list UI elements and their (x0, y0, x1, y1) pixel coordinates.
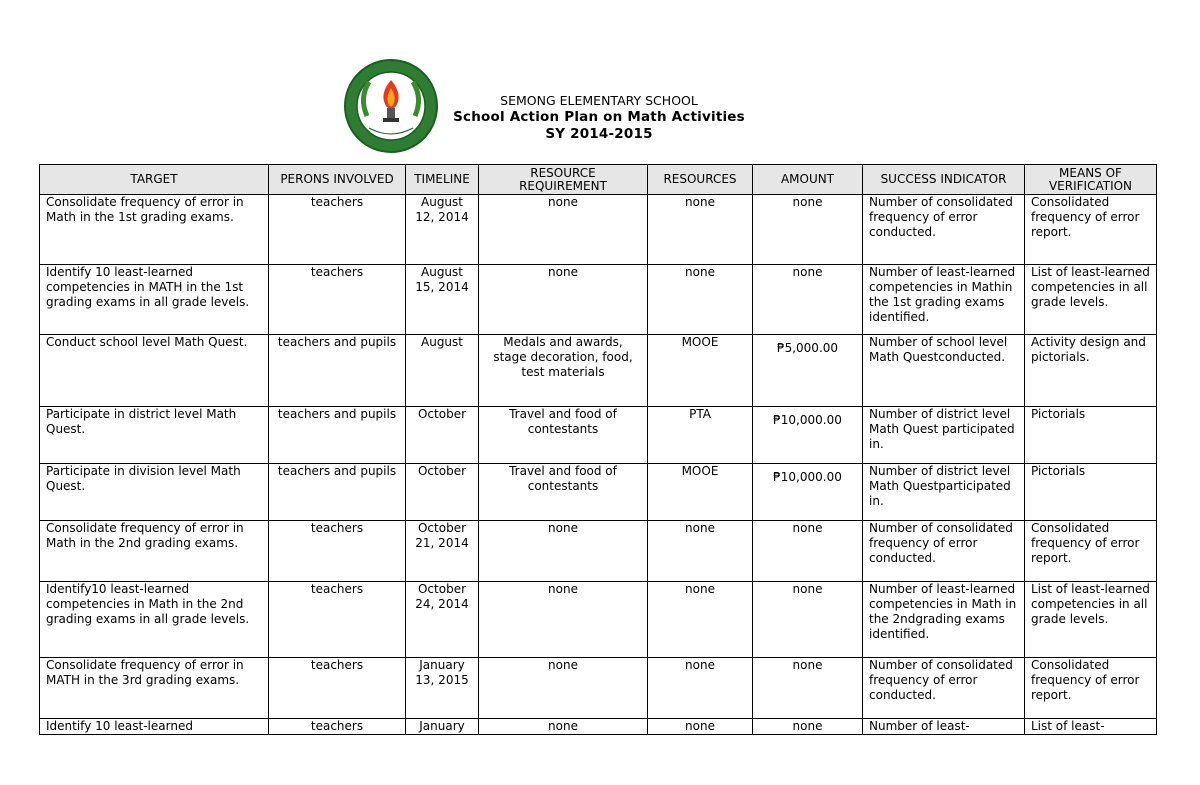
requirement-cell: none (479, 265, 648, 335)
resources-cell: none (648, 195, 753, 265)
requirement-cell: none (479, 195, 648, 265)
indicator-cell: Number of district level Math Quest participated in. (863, 407, 1025, 464)
requirement-cell: none (479, 521, 648, 582)
timeline-cell: October (406, 464, 479, 521)
timeline-cell: August 12, 2014 (406, 195, 479, 265)
verification-cell: List of least-learned competencies in all grade levels. (1025, 265, 1157, 335)
target-cell: Participate in division level Math Quest. (40, 464, 269, 521)
col-indicator-header: SUCCESS INDICATOR (863, 165, 1025, 195)
requirement-cell: none (479, 582, 648, 658)
timeline-cell: August (406, 335, 479, 407)
persons-cell: teachers and pupils (269, 407, 406, 464)
verification-cell: Consolidated frequency of error report. (1025, 658, 1157, 719)
amount-value: ₱10,000.00 (773, 413, 842, 427)
verification-cell: Activity design and pictorials. (1025, 335, 1157, 407)
target-cell: Consolidate frequency of error in Math in the 1st grading exams. (40, 195, 269, 265)
table-row (40, 195, 1157, 265)
indicator-cell: Number of least-learned competencies in Mathin the 1st grading exams identified. (863, 265, 1025, 335)
amount-cell (753, 464, 863, 521)
indicator-cell: Number of least-learned competencies in Math in the 2ndgrading exams identified. (863, 582, 1025, 658)
persons-cell: teachers (269, 521, 406, 582)
timeline-cell: October (406, 407, 479, 464)
verification-cell: List of least-learned competencies in all grade levels. (1025, 582, 1157, 658)
table-row (40, 265, 1157, 335)
col-resources-header: RESOURCES (648, 165, 753, 195)
table-row (40, 464, 1157, 521)
amount-cell: none (753, 265, 863, 335)
table-row (40, 521, 1157, 582)
table-row (40, 582, 1157, 658)
action-plan-table (39, 164, 1157, 735)
school-name: SEMONG ELEMENTARY SCHOOL (500, 93, 698, 108)
resources-cell: none (648, 265, 753, 335)
resources-cell: MOOE (648, 464, 753, 521)
verification-cell: Pictorials (1025, 464, 1157, 521)
col-verification-header: MEANS OF VERIFICATION (1025, 165, 1157, 195)
persons-cell: teachers and pupils (269, 335, 406, 407)
requirement-cell: Travel and food of contestants (479, 407, 648, 464)
persons-cell: teachers (269, 658, 406, 719)
school-logo (339, 58, 443, 154)
col-target-header: TARGET (40, 165, 269, 195)
requirement-cell: none (479, 719, 648, 735)
resources-cell: none (648, 521, 753, 582)
indicator-cell: Number of district level Math Questparticipated in. (863, 464, 1025, 521)
school-year: SY 2014-2015 (545, 126, 653, 142)
timeline-cell: August 15, 2014 (406, 265, 479, 335)
verification-cell: List of least- (1025, 719, 1157, 735)
persons-cell: teachers (269, 265, 406, 335)
table-row (40, 335, 1157, 407)
resources-cell: none (648, 719, 753, 735)
persons-cell: teachers (269, 195, 406, 265)
table-row (40, 658, 1157, 719)
timeline-cell: January (406, 719, 479, 735)
persons-cell: teachers (269, 719, 406, 735)
target-cell: Consolidate frequency of error in MATH in the 3rd grading exams. (40, 658, 269, 719)
col-amount-header: AMOUNT (753, 165, 863, 195)
col-timeline-header: TIMELINE (406, 165, 479, 195)
verification-cell: Consolidated frequency of error report. (1025, 521, 1157, 582)
table-row (40, 407, 1157, 464)
amount-cell: none (753, 582, 863, 658)
target-cell: Participate in district level Math Quest. (40, 407, 269, 464)
amount-value: ₱10,000.00 (773, 470, 842, 484)
target-cell: Identify 10 least-learned (40, 719, 269, 735)
indicator-cell: Number of least- (863, 719, 1025, 735)
target-cell: Consolidate frequency of error in Math in the 2nd grading exams. (40, 521, 269, 582)
amount-cell (753, 407, 863, 464)
verification-cell: Pictorials (1025, 407, 1157, 464)
indicator-cell: Number of consolidated frequency of error conducted. (863, 195, 1025, 265)
indicator-cell: Number of school level Math Questconducted. (863, 335, 1025, 407)
persons-cell: teachers (269, 582, 406, 658)
amount-cell (753, 335, 863, 407)
requirement-cell: Medals and awards, stage decoration, food, test materials (479, 335, 648, 407)
amount-cell: none (753, 521, 863, 582)
persons-cell: teachers and pupils (269, 464, 406, 521)
col-persons-header: PERONS INVOLVED (269, 165, 406, 195)
target-cell: Conduct school level Math Quest. (40, 335, 269, 407)
document-title: School Action Plan on Math Activities (453, 109, 745, 125)
resources-cell: none (648, 582, 753, 658)
resources-cell: PTA (648, 407, 753, 464)
target-cell: Identify 10 least-learned competencies in MATH in the 1st grading exams in all grade levels. (40, 265, 269, 335)
timeline-cell: January 13, 2015 (406, 658, 479, 719)
amount-cell: none (753, 658, 863, 719)
amount-cell: none (753, 195, 863, 265)
timeline-cell: October 24, 2014 (406, 582, 479, 658)
indicator-cell: Number of consolidated frequency of error conducted. (863, 521, 1025, 582)
target-cell: Identify10 least-learned competencies in Math in the 2nd grading exams in all grade levels. (40, 582, 269, 658)
col-requirement-header: RESOURCE REQUIREMENT (479, 165, 648, 195)
table-row (40, 719, 1157, 735)
resources-cell: none (648, 658, 753, 719)
requirement-cell: none (479, 658, 648, 719)
requirement-cell: Travel and food of contestants (479, 464, 648, 521)
amount-value: ₱5,000.00 (776, 341, 839, 355)
amount-cell: none (753, 719, 863, 735)
verification-cell: Consolidated frequency of error report. (1025, 195, 1157, 265)
timeline-cell: October 21, 2014 (406, 521, 479, 582)
document-header (440, 92, 758, 143)
indicator-cell: Number of consolidated frequency of error conducted. (863, 658, 1025, 719)
resources-cell: MOOE (648, 335, 753, 407)
table-header-row (40, 165, 1157, 195)
